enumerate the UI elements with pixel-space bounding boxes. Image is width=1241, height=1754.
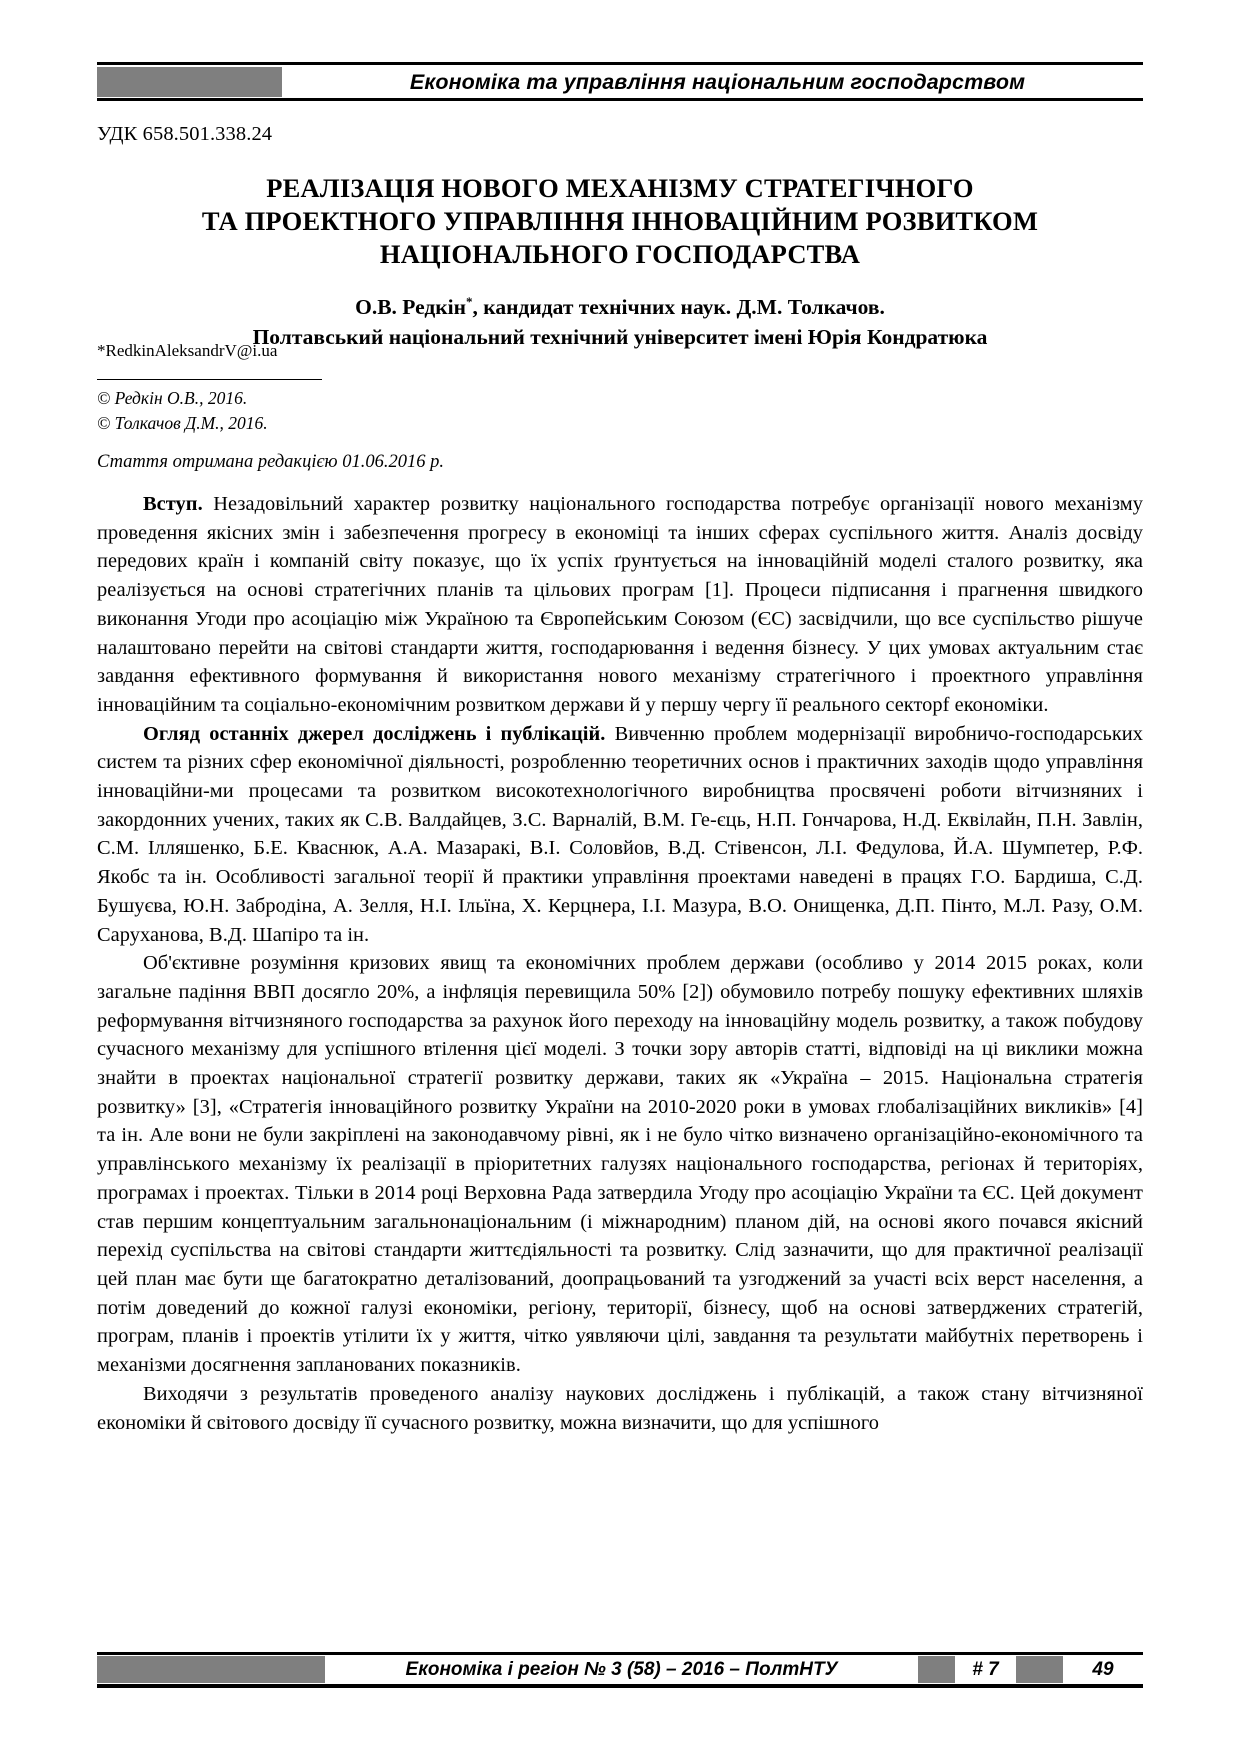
paragraph-conclusion-lead: Виходячи з результатів проведеного аналізу наукових досліджень і публікацій, а також стану вітчизняної економіки й світового досвіду її сучасного розвитку, можна визначити, що для успішного <box>97 1382 1143 1434</box>
paragraph-text-literature-review: Вивченню проблем модернізації виробничо-господарських систем та різних сфер економічної діяльності, розробленню теоретичних основ і практичних заходів щодо управління інноваційни-ми процесами та розвитком високотехнологічного виробництва просвячені роботи вітчизняних і закордонних учених, таких як С.В. Валдайцев, З.С. Варналій, В.М. Ге-єць, Н.П. Гончарова, Н.Д. Еквілайн, П.Н. Завлін, С.М. Ілляшенко, Б.Е. Кваснюк, А.А. Мазаракі, В.І. Соловйов, В.Д. Стівенсон, Л.І. Федулова, Й.А. Шумпетер, Р.Ф. Якобс та ін. Особливості загальної теорії й практики управління проектами наведені в працях Г.О. Бардиша, С.Д. Бушуєва, Ю.Н. Забродіна, А. Зелля, Н.І. Ільїна, Х. Керцнера, І.І. Мазура, В.О. Онищенка, Д.П. Пінто, М.Л. Разу, О.М. Саруханова, В.Д. Шапіро та ін. <box>97 722 1144 946</box>
footer-page-number: 49 <box>1063 1656 1143 1683</box>
copyright-line-1: © Редкін О.В., 2016. <box>97 388 248 408</box>
footer-gray-block-middle <box>918 1656 955 1683</box>
header-rule-bottom <box>97 98 1143 101</box>
copyright-block <box>97 386 268 436</box>
author-names-secondary: , кандидат технічних наук. Д.М. Толкачов. <box>472 295 885 320</box>
running-header <box>97 62 1143 101</box>
footer-gray-block-left <box>97 1656 325 1683</box>
running-header-title: Економіка та управління національним господарством <box>409 69 1026 94</box>
footer-bar <box>97 1656 1143 1683</box>
udc-code: УДК 658.501.338.24 <box>97 123 273 145</box>
copyright-divider <box>97 379 322 380</box>
author-footnote-marker: * <box>466 294 473 309</box>
author-names <box>97 287 1143 322</box>
paragraph-text-introduction: Незадовільний характер розвитку національного господарства потребує організації нового механізму проведення якісних змін і забезпечення прогресу в економіці та інших сферах суспільного життя. Аналіз досвіду передових країн і компаній світу показує, що їх успіх ґрунтується на інноваційній моделі сталого розвитку, яка реалізується на основі стратегічних планів та цільових програм [1]. Процеси підписання і прагнення швидкого виконання Угоди про асоціацію між Україною та Європейським Союзом (ЄС) засвідчили, що все суспільство рішуче налаштовано перейти на світові стандарти життя, господарювання і ведення бізнесу. У цих умовах актуальним стає завдання ефективного формування й використання нового механізму стратегічного і проектного управління інноваційним та соціально-економічним розвитком держави й у першу чергу її реального секторf економіки. <box>97 493 1143 716</box>
paragraph-literature-review <box>97 720 1143 950</box>
author-affiliation: Полтавський національний технічний університет імені Юрія Кондратюка <box>252 325 988 350</box>
copyright-line-2: © Толкачов Д.М., 2016. <box>97 413 268 433</box>
footer-rule-bottom <box>97 1684 1143 1688</box>
footer-gray-block-right <box>1016 1656 1063 1683</box>
paragraph-lead-literature-review: Огляд останніх джерел досліджень і публікацій. <box>143 722 606 745</box>
paragraph-crisis-analysis: Об'єктивне розуміння кризових явищ та економічних проблем держави (особливо у 2014 2015 роках, коли загальне падіння ВВП досягло 20%, а інфляція перевищила 50% [2]) обумовило потребу пошуку ефективних шляхів реформування вітчизняного господарства за рахунок його переходу на інноваційну модель розвитку, а також побудову сучасного механізму для успішного втілення цієї моделі. З точки зору авторів статті, відповіді на ці виклики можна знайти в проектах національної стратегії розвитку держави, таких як «Україна – 2015. Національна стратегія розвитку» [3], «Стратегія інноваційного розвитку України на 2010-2020 роки в умовах глобалізаційних викликів» [4] та ін. Але вони не були закріплені на законодавчому рівні, як і не було чітко визначено організаційно-економічного та управлінського механізму їх реалізації в пріоритетних галузях національного господарства, регіонах й територіях, програмах і проектах. Тільки в 2014 році Верховна Рада затвердила Угоду про асоціацію України та ЄС. Цей документ став першим концептуальним загальнонаціональним (і міжнародним) планом дій, на основі якого почався якісний перехід суспільства на світові стандарти життєдіяльності та розвитку. Слід зазначити, що для практичної реалізації цей план має бути ще багатократно деталізований, доопрацьований та узгоджений за участі всіх верст населення, а потім доведений до кожної галузі економіки, регіону, території, бізнесу, щоб на основі затверджених стратегій, програм, планів і проектів утілити їх у життя, чітко уявляючи цілі, завдання та результати майбутніх перетворень і механізми досягнення запланованих показників. <box>97 952 1143 1377</box>
article-title <box>97 172 1143 271</box>
page-footer <box>97 1652 1143 1688</box>
header-rule-top <box>97 62 1143 65</box>
article-title-line-1: РЕАЛІЗАЦІЯ НОВОГО МЕХАНІЗМУ СТРАТЕГІЧНОГО <box>266 173 974 203</box>
article-title-line-2: ТА ПРОЕКТНОГО УПРАВЛІННЯ ІННОВАЦІЙНИМ РОЗВИТКОМ <box>201 206 1039 236</box>
paragraph-lead-introduction: Вступ. <box>143 493 203 515</box>
received-date: Стаття отримана редакцією 01.06.2016 р. <box>97 452 444 472</box>
footer-issue-number: # 7 <box>955 1656 1016 1683</box>
article-title-line-3: НАЦІОНАЛЬНОГО ГОСПОДАРСТВА <box>379 239 861 269</box>
author-email: *RedkinAleksandrV@i.ua <box>97 341 278 360</box>
footer-journal-caption: Економіка і регіон № 3 (58) – 2016 – ПолтНТУ <box>325 1656 918 1683</box>
header-gray-block <box>97 67 282 97</box>
article-body <box>97 490 1143 1437</box>
paragraph-introduction <box>97 490 1143 720</box>
footer-rule-top <box>97 1652 1143 1655</box>
header-bar <box>97 67 1143 97</box>
author-names-primary: О.В. Редкін <box>355 295 467 320</box>
